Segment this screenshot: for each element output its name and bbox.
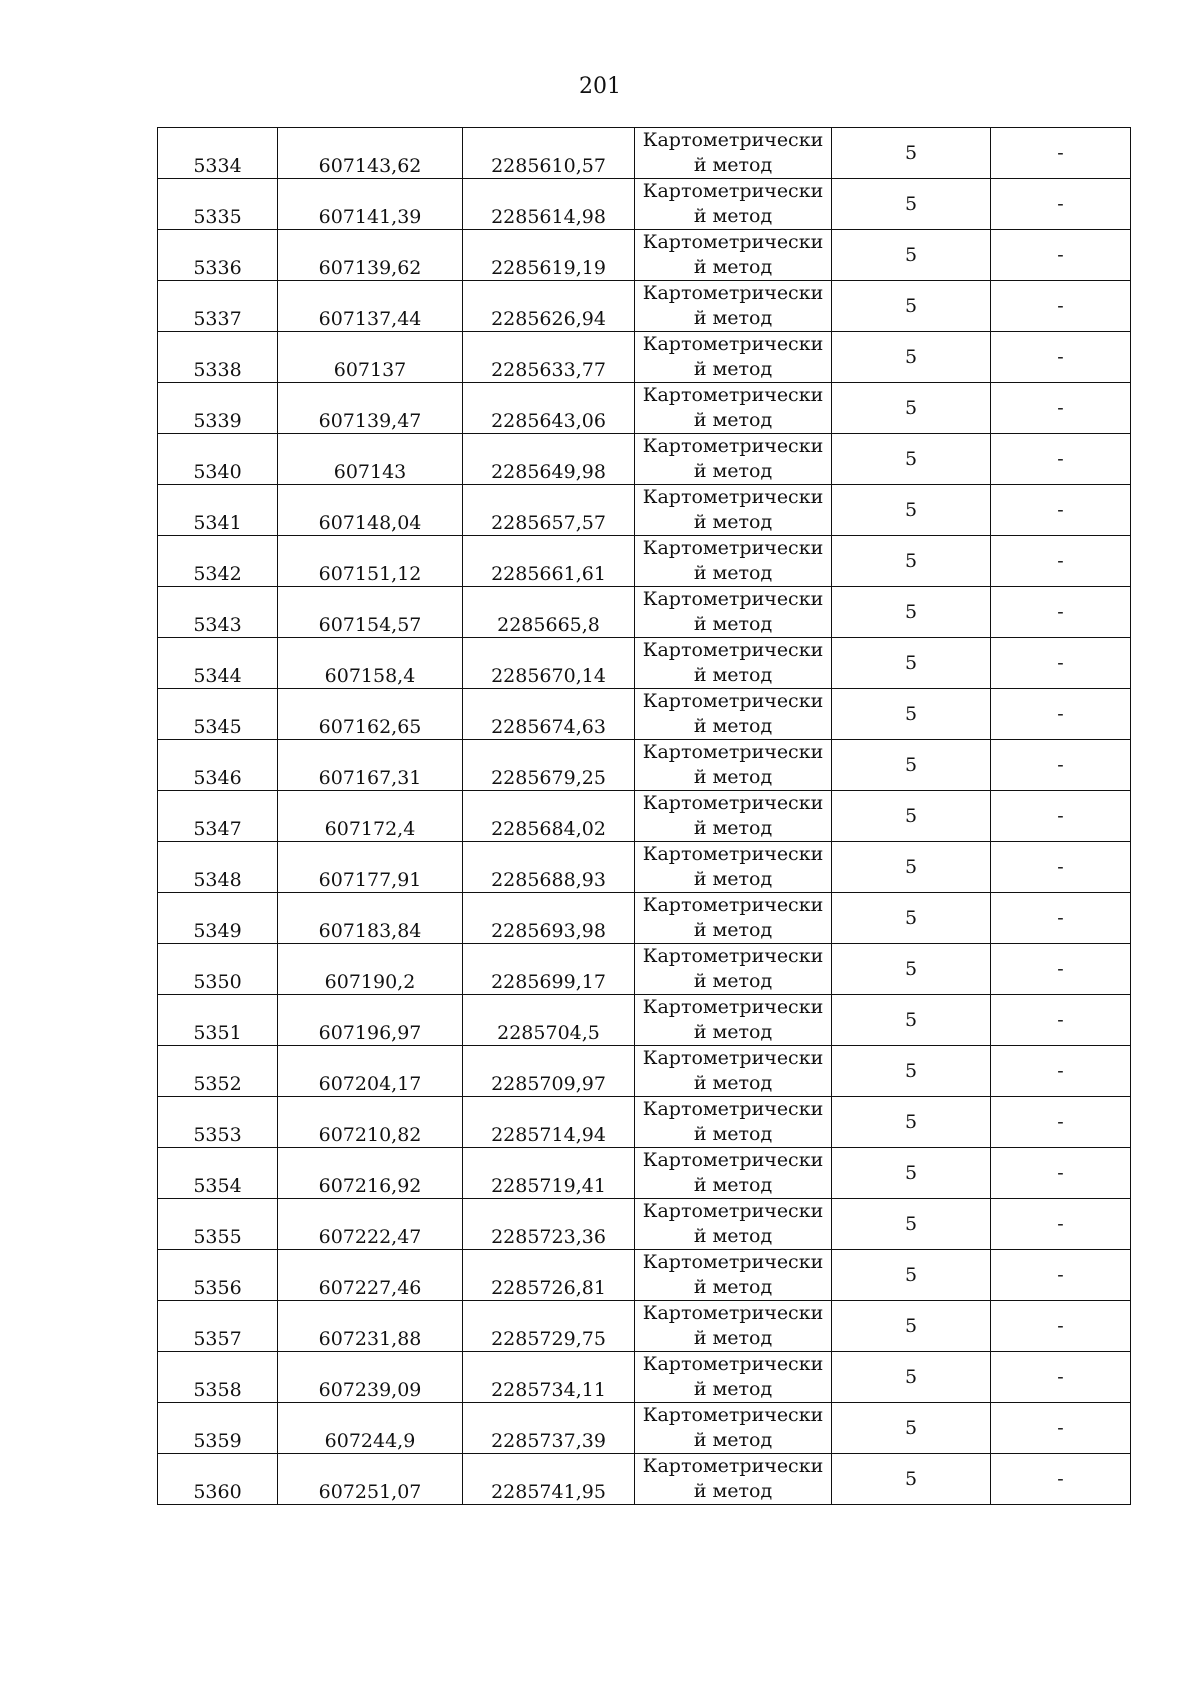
- note-cell: -: [991, 1046, 1131, 1097]
- coordinates-table: [157, 127, 1131, 1505]
- point-number-cell: 5351: [158, 995, 278, 1046]
- x-coordinate-cell: 607239,09: [278, 1352, 463, 1403]
- method-line-1: Картометрически: [642, 792, 824, 814]
- accuracy-cell: 5: [832, 230, 991, 281]
- note-cell: -: [991, 587, 1131, 638]
- method-line-2: й метод: [693, 1174, 773, 1196]
- x-coordinate-cell: 607251,07: [278, 1454, 463, 1505]
- method-cell: [635, 740, 832, 791]
- point-number-cell: 5347: [158, 791, 278, 842]
- note-cell: -: [991, 536, 1131, 587]
- table-row: [158, 1352, 1131, 1403]
- accuracy-cell: 5: [832, 893, 991, 944]
- point-number-cell: 5355: [158, 1199, 278, 1250]
- coordinates-table-body: [158, 128, 1131, 1505]
- point-number-cell: 5358: [158, 1352, 278, 1403]
- method-line-1: Картометрически: [642, 384, 824, 406]
- table-row: [158, 1403, 1131, 1454]
- point-number-cell: 5346: [158, 740, 278, 791]
- point-number-cell: 5353: [158, 1097, 278, 1148]
- y-coordinate-cell: 2285726,81: [463, 1250, 635, 1301]
- x-coordinate-cell: 607143,62: [278, 128, 463, 179]
- method-line-1: Картометрически: [642, 282, 824, 304]
- point-number-cell: 5340: [158, 434, 278, 485]
- table-row: [158, 281, 1131, 332]
- method-line-2: й метод: [693, 154, 773, 176]
- method-cell: [635, 1097, 832, 1148]
- y-coordinate-cell: 2285657,57: [463, 485, 635, 536]
- x-coordinate-cell: 607167,31: [278, 740, 463, 791]
- table-row: [158, 1097, 1131, 1148]
- method-cell: [635, 995, 832, 1046]
- method-cell: [635, 689, 832, 740]
- y-coordinate-cell: 2285719,41: [463, 1148, 635, 1199]
- method-line-1: Картометрически: [642, 1200, 824, 1222]
- method-cell: [635, 893, 832, 944]
- method-line-2: й метод: [693, 460, 773, 482]
- method-cell: [635, 485, 832, 536]
- table-row: [158, 332, 1131, 383]
- y-coordinate-cell: 2285729,75: [463, 1301, 635, 1352]
- method-line-1: Картометрически: [642, 741, 824, 763]
- note-cell: -: [991, 1403, 1131, 1454]
- note-cell: -: [991, 485, 1131, 536]
- point-number-cell: 5336: [158, 230, 278, 281]
- accuracy-cell: 5: [832, 128, 991, 179]
- table-row: [158, 179, 1131, 230]
- y-coordinate-cell: 2285643,06: [463, 383, 635, 434]
- note-cell: -: [991, 332, 1131, 383]
- method-cell: [635, 1403, 832, 1454]
- table-row: [158, 230, 1131, 281]
- y-coordinate-cell: 2285670,14: [463, 638, 635, 689]
- x-coordinate-cell: 607154,57: [278, 587, 463, 638]
- method-line-1: Картометрически: [642, 1098, 824, 1120]
- x-coordinate-cell: 607222,47: [278, 1199, 463, 1250]
- accuracy-cell: 5: [832, 383, 991, 434]
- x-coordinate-cell: 607158,4: [278, 638, 463, 689]
- note-cell: -: [991, 281, 1131, 332]
- method-line-1: Картометрически: [642, 1251, 824, 1273]
- accuracy-cell: 5: [832, 1097, 991, 1148]
- table-row: [158, 638, 1131, 689]
- accuracy-cell: 5: [832, 1403, 991, 1454]
- method-line-1: Картометрически: [642, 1047, 824, 1069]
- method-line-1: Картометрически: [642, 996, 824, 1018]
- method-line-1: Картометрически: [642, 639, 824, 661]
- method-line-1: Картометрически: [642, 894, 824, 916]
- method-line-2: й метод: [693, 868, 773, 890]
- table-row: [158, 1199, 1131, 1250]
- accuracy-cell: 5: [832, 485, 991, 536]
- x-coordinate-cell: 607216,92: [278, 1148, 463, 1199]
- note-cell: -: [991, 740, 1131, 791]
- x-coordinate-cell: 607141,39: [278, 179, 463, 230]
- table-row: [158, 893, 1131, 944]
- y-coordinate-cell: 2285693,98: [463, 893, 635, 944]
- method-line-2: й метод: [693, 256, 773, 278]
- y-coordinate-cell: 2285610,57: [463, 128, 635, 179]
- point-number-cell: 5344: [158, 638, 278, 689]
- table-row: [158, 1046, 1131, 1097]
- point-number-cell: 5354: [158, 1148, 278, 1199]
- accuracy-cell: 5: [832, 587, 991, 638]
- x-coordinate-cell: 607190,2: [278, 944, 463, 995]
- accuracy-cell: 5: [832, 740, 991, 791]
- method-cell: [635, 230, 832, 281]
- note-cell: -: [991, 1352, 1131, 1403]
- y-coordinate-cell: 2285734,11: [463, 1352, 635, 1403]
- method-line-1: Картометрически: [642, 435, 824, 457]
- accuracy-cell: 5: [832, 179, 991, 230]
- method-line-2: й метод: [693, 970, 773, 992]
- method-cell: [635, 179, 832, 230]
- accuracy-cell: 5: [832, 434, 991, 485]
- note-cell: -: [991, 383, 1131, 434]
- method-line-2: й метод: [693, 817, 773, 839]
- accuracy-cell: 5: [832, 1250, 991, 1301]
- table-row: [158, 383, 1131, 434]
- method-cell: [635, 1046, 832, 1097]
- table-row: [158, 536, 1131, 587]
- method-line-2: й метод: [693, 307, 773, 329]
- point-number-cell: 5341: [158, 485, 278, 536]
- method-line-2: й метод: [693, 1276, 773, 1298]
- table-row: [158, 1148, 1131, 1199]
- method-cell: [635, 791, 832, 842]
- note-cell: -: [991, 1199, 1131, 1250]
- method-cell: [635, 1199, 832, 1250]
- method-line-2: й метод: [693, 409, 773, 431]
- note-cell: -: [991, 944, 1131, 995]
- x-coordinate-cell: 607143: [278, 434, 463, 485]
- y-coordinate-cell: 2285684,02: [463, 791, 635, 842]
- page-number: 201: [579, 74, 621, 99]
- y-coordinate-cell: 2285737,39: [463, 1403, 635, 1454]
- point-number-cell: 5338: [158, 332, 278, 383]
- point-number-cell: 5345: [158, 689, 278, 740]
- method-line-2: й метод: [693, 1429, 773, 1451]
- note-cell: -: [991, 1250, 1131, 1301]
- table-row: [158, 1250, 1131, 1301]
- y-coordinate-cell: 2285674,63: [463, 689, 635, 740]
- note-cell: -: [991, 995, 1131, 1046]
- note-cell: -: [991, 179, 1131, 230]
- x-coordinate-cell: 607162,65: [278, 689, 463, 740]
- note-cell: -: [991, 638, 1131, 689]
- method-cell: [635, 536, 832, 587]
- table-row: [158, 434, 1131, 485]
- method-line-2: й метод: [693, 205, 773, 227]
- method-line-1: Картометрически: [642, 1149, 824, 1171]
- method-line-1: Картометрически: [642, 1455, 824, 1477]
- accuracy-cell: 5: [832, 995, 991, 1046]
- table-row: [158, 1454, 1131, 1505]
- accuracy-cell: 5: [832, 689, 991, 740]
- method-cell: [635, 842, 832, 893]
- y-coordinate-cell: 2285626,94: [463, 281, 635, 332]
- point-number-cell: 5359: [158, 1403, 278, 1454]
- point-number-cell: 5360: [158, 1454, 278, 1505]
- method-line-1: Картометрически: [642, 588, 824, 610]
- point-number-cell: 5356: [158, 1250, 278, 1301]
- x-coordinate-cell: 607139,47: [278, 383, 463, 434]
- x-coordinate-cell: 607231,88: [278, 1301, 463, 1352]
- method-line-1: Картометрически: [642, 486, 824, 508]
- method-line-2: й метод: [693, 1072, 773, 1094]
- point-number-cell: 5350: [158, 944, 278, 995]
- method-cell: [635, 1301, 832, 1352]
- point-number-cell: 5349: [158, 893, 278, 944]
- method-line-2: й метод: [693, 1327, 773, 1349]
- accuracy-cell: 5: [832, 842, 991, 893]
- y-coordinate-cell: 2285661,61: [463, 536, 635, 587]
- y-coordinate-cell: 2285699,17: [463, 944, 635, 995]
- y-coordinate-cell: 2285633,77: [463, 332, 635, 383]
- accuracy-cell: 5: [832, 1352, 991, 1403]
- accuracy-cell: 5: [832, 791, 991, 842]
- table-row: [158, 128, 1131, 179]
- x-coordinate-cell: 607204,17: [278, 1046, 463, 1097]
- method-cell: [635, 638, 832, 689]
- note-cell: -: [991, 1301, 1131, 1352]
- method-cell: [635, 383, 832, 434]
- method-cell: [635, 332, 832, 383]
- method-line-2: й метод: [693, 1021, 773, 1043]
- method-cell: [635, 944, 832, 995]
- y-coordinate-cell: 2285619,19: [463, 230, 635, 281]
- note-cell: -: [991, 230, 1131, 281]
- method-line-1: Картометрически: [642, 537, 824, 559]
- accuracy-cell: 5: [832, 536, 991, 587]
- method-line-1: Картометрически: [642, 690, 824, 712]
- note-cell: -: [991, 1454, 1131, 1505]
- method-line-1: Картометрически: [642, 129, 824, 151]
- y-coordinate-cell: 2285665,8: [463, 587, 635, 638]
- x-coordinate-cell: 607137: [278, 332, 463, 383]
- method-line-1: Картометрически: [642, 843, 824, 865]
- point-number-cell: 5342: [158, 536, 278, 587]
- note-cell: -: [991, 1148, 1131, 1199]
- note-cell: -: [991, 128, 1131, 179]
- y-coordinate-cell: 2285649,98: [463, 434, 635, 485]
- method-line-1: Картометрически: [642, 333, 824, 355]
- table-row: [158, 995, 1131, 1046]
- x-coordinate-cell: 607196,97: [278, 995, 463, 1046]
- x-coordinate-cell: 607244,9: [278, 1403, 463, 1454]
- accuracy-cell: 5: [832, 1199, 991, 1250]
- note-cell: -: [991, 842, 1131, 893]
- accuracy-cell: 5: [832, 1046, 991, 1097]
- table-row: [158, 740, 1131, 791]
- table-row: [158, 791, 1131, 842]
- method-line-2: й метод: [693, 511, 773, 533]
- method-line-1: Картометрически: [642, 1302, 824, 1324]
- table-row: [158, 842, 1131, 893]
- note-cell: -: [991, 791, 1131, 842]
- method-cell: [635, 281, 832, 332]
- y-coordinate-cell: 2285679,25: [463, 740, 635, 791]
- x-coordinate-cell: 607227,46: [278, 1250, 463, 1301]
- x-coordinate-cell: 607177,91: [278, 842, 463, 893]
- method-line-2: й метод: [693, 1480, 773, 1502]
- x-coordinate-cell: 607137,44: [278, 281, 463, 332]
- method-line-1: Картометрически: [642, 180, 824, 202]
- method-line-2: й метод: [693, 766, 773, 788]
- note-cell: -: [991, 1097, 1131, 1148]
- table-row: [158, 689, 1131, 740]
- y-coordinate-cell: 2285741,95: [463, 1454, 635, 1505]
- note-cell: -: [991, 689, 1131, 740]
- y-coordinate-cell: 2285704,5: [463, 995, 635, 1046]
- accuracy-cell: 5: [832, 281, 991, 332]
- method-line-2: й метод: [693, 664, 773, 686]
- method-line-1: Картометрически: [642, 231, 824, 253]
- method-cell: [635, 1454, 832, 1505]
- point-number-cell: 5357: [158, 1301, 278, 1352]
- method-cell: [635, 1352, 832, 1403]
- point-number-cell: 5334: [158, 128, 278, 179]
- method-line-2: й метод: [693, 715, 773, 737]
- note-cell: -: [991, 893, 1131, 944]
- method-line-2: й метод: [693, 358, 773, 380]
- table-row: [158, 944, 1131, 995]
- x-coordinate-cell: 607183,84: [278, 893, 463, 944]
- method-cell: [635, 128, 832, 179]
- note-cell: -: [991, 434, 1131, 485]
- method-cell: [635, 434, 832, 485]
- method-cell: [635, 587, 832, 638]
- point-number-cell: 5348: [158, 842, 278, 893]
- method-line-2: й метод: [693, 613, 773, 635]
- method-line-2: й метод: [693, 1225, 773, 1247]
- x-coordinate-cell: 607151,12: [278, 536, 463, 587]
- point-number-cell: 5337: [158, 281, 278, 332]
- method-line-2: й метод: [693, 919, 773, 941]
- accuracy-cell: 5: [832, 1301, 991, 1352]
- method-line-2: й метод: [693, 1378, 773, 1400]
- accuracy-cell: 5: [832, 332, 991, 383]
- y-coordinate-cell: 2285614,98: [463, 179, 635, 230]
- x-coordinate-cell: 607210,82: [278, 1097, 463, 1148]
- x-coordinate-cell: 607172,4: [278, 791, 463, 842]
- accuracy-cell: 5: [832, 944, 991, 995]
- x-coordinate-cell: 607148,04: [278, 485, 463, 536]
- point-number-cell: 5335: [158, 179, 278, 230]
- accuracy-cell: 5: [832, 1454, 991, 1505]
- y-coordinate-cell: 2285688,93: [463, 842, 635, 893]
- y-coordinate-cell: 2285709,97: [463, 1046, 635, 1097]
- method-line-1: Картометрически: [642, 945, 824, 967]
- method-cell: [635, 1250, 832, 1301]
- method-line-1: Картометрически: [642, 1404, 824, 1426]
- method-line-1: Картометрически: [642, 1353, 824, 1375]
- point-number-cell: 5343: [158, 587, 278, 638]
- method-cell: [635, 1148, 832, 1199]
- table-row: [158, 1301, 1131, 1352]
- accuracy-cell: 5: [832, 638, 991, 689]
- x-coordinate-cell: 607139,62: [278, 230, 463, 281]
- y-coordinate-cell: 2285714,94: [463, 1097, 635, 1148]
- accuracy-cell: 5: [832, 1148, 991, 1199]
- y-coordinate-cell: 2285723,36: [463, 1199, 635, 1250]
- point-number-cell: 5352: [158, 1046, 278, 1097]
- method-line-2: й метод: [693, 1123, 773, 1145]
- table-row: [158, 587, 1131, 638]
- table-row: [158, 485, 1131, 536]
- point-number-cell: 5339: [158, 383, 278, 434]
- method-line-2: й метод: [693, 562, 773, 584]
